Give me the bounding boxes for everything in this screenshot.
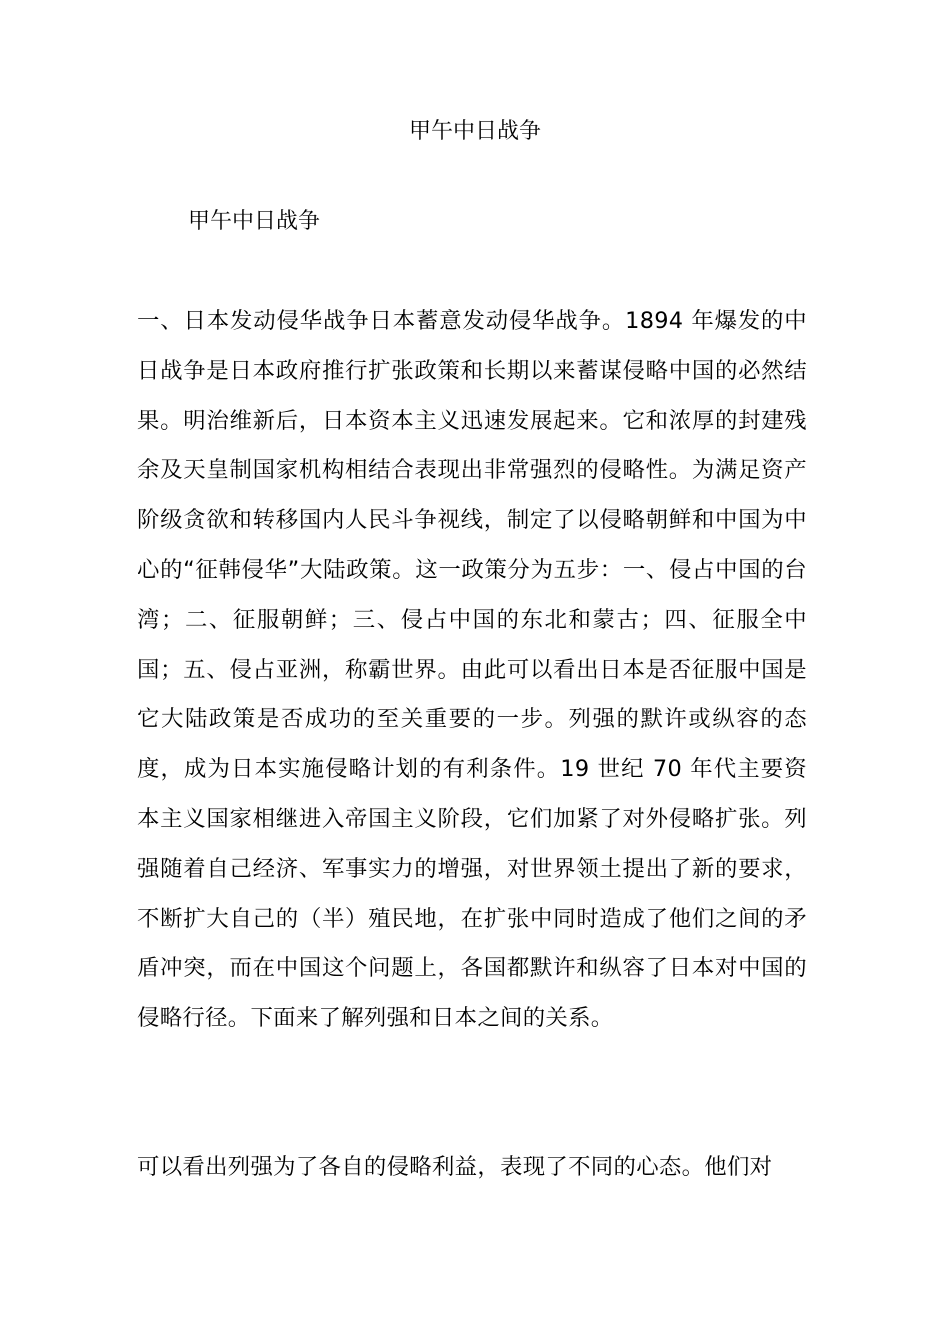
body-paragraph: 一、日本发动侵华战争日本蓄意发动侵华战争。1894 年爆发的中日战争是日本政府推行扩张政策和长期以来蓄谋侵略中国的必然结果。明治维新后，日本资本主义迅速发展起来。它和浓厚的封建残余及天皇制国家机构相结合表现出非常强烈的侵略性。为满足资产阶级贪欲和转移国内人民斗争视线，制定了以侵略朝鲜和中国为中心的“征韩侵华”大陆政策。这一政策分为五步：一、侵占中国的台湾；二、征服朝鲜；三、侵占中国的东北和蒙古；四、征服全中国；五、侵占亚洲，称霸世界。由此可以看出日本是否征服中国是它大陆政策是否成功的至关重要的一步。列强的默许或纵容的态度，成为日本实施侵略计划的有利条件。19 世纪 70 年代主要资本主义国家相继进入帝国主义阶段，它们加紧了对外侵略扩张。列强随着自己经济、军事实力的增强，对世界领土提出了新的要求，不断扩大自己的（半）殖民地，在扩张中同时造成了他们之间的矛盾冲突，而在中国这个问题上，各国都默许和纵容了日本对中国的侵略行径。下面来了解列强和日本之间的关系。 [137, 308, 807, 1032]
document-subtitle: 甲午中日战争 [188, 209, 321, 234]
body-paragraph: 可以看出列强为了各自的侵略利益，表现了不同的心态。他们对 [137, 1154, 773, 1180]
document-title: 甲午中日战争 [408, 119, 541, 144]
